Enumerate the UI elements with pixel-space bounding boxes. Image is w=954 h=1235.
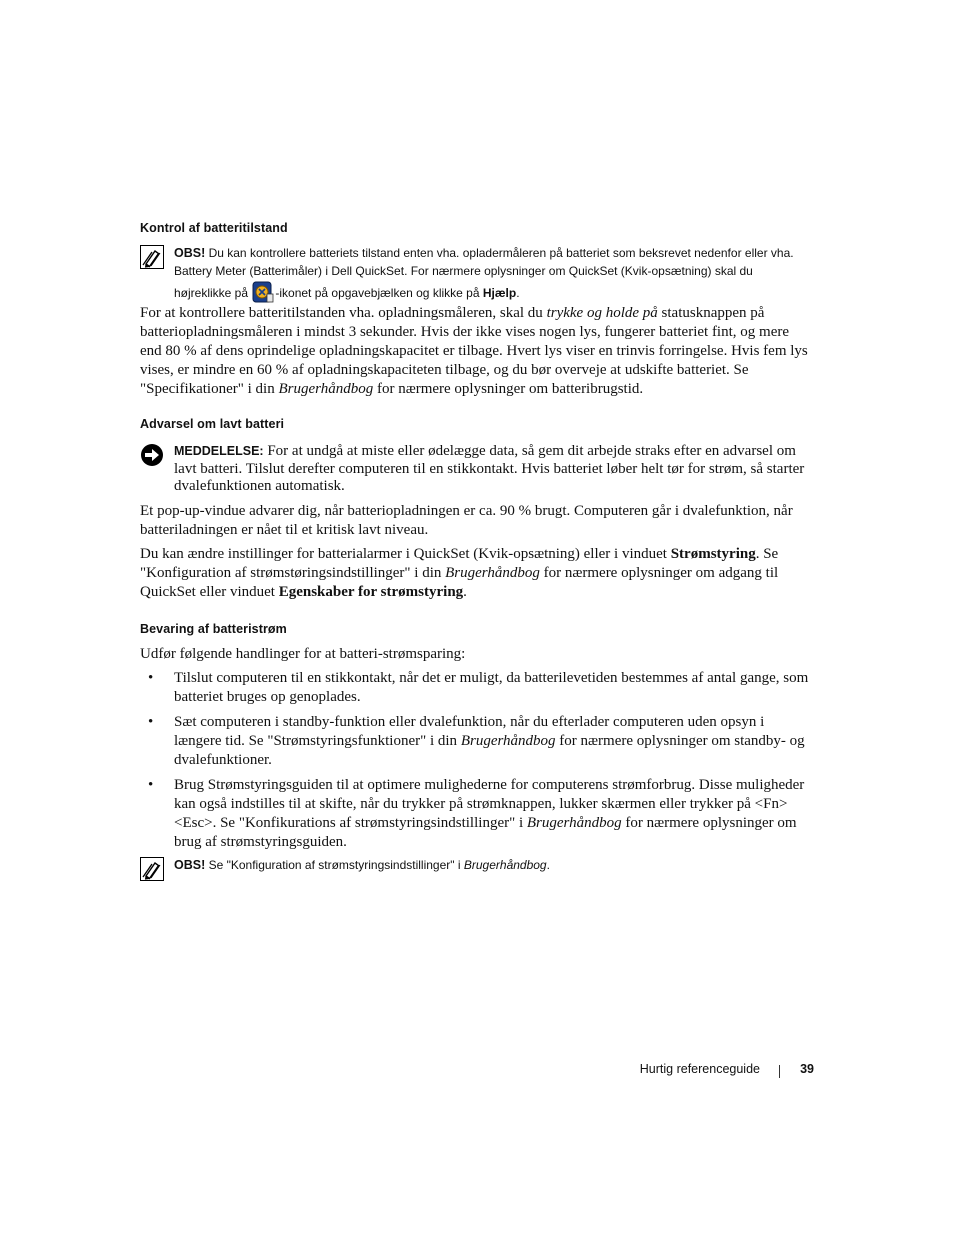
note-text-part-3: .	[516, 286, 520, 300]
list-item-text: for nærmere oplysninger om standby- og dvalefunktioner.	[174, 733, 805, 768]
heading-low-battery: Advarsel om lavt batteri	[140, 417, 285, 431]
paragraph-part: .	[463, 584, 467, 600]
bullet-mark: •	[148, 777, 154, 793]
notice-text	[174, 443, 812, 496]
conserve-bullet-list	[140, 669, 812, 858]
heading-battery-check: Kontrol af batteritilstand	[140, 221, 288, 235]
battery-check-paragraph	[140, 304, 812, 399]
conserve-intro: Udfør følgende handlinger for at batteri-strømsparing:	[140, 646, 466, 662]
quickset-icon	[252, 280, 274, 304]
note-text-part-2: -ikonet på opgavebjælken og klikke på	[275, 286, 483, 300]
pencil-note-icon	[140, 245, 164, 269]
notice-label: MEDDELELSE:	[174, 444, 264, 458]
list-item	[140, 669, 812, 707]
heading-conserve: Bevaring af batteristrøm	[140, 622, 287, 636]
notice-body: For at undgå at miste eller ødelægge data, så gem dit arbejde straks efter en advarsel om lavt batteri. Tilslut derefter computeren til en stikkontakt. Hvis batteriet løber helt tør for strøm, så starter dvalefunktionen automatisk.	[174, 443, 805, 494]
low-battery-paragraph-2	[140, 545, 812, 602]
paragraph-part: for nærmere oplysninger om adgang til QuickSet eller vinduet	[140, 565, 779, 600]
note-text	[174, 245, 812, 304]
note-italic: Brugerhåndbog	[463, 858, 547, 872]
footer-divider	[779, 1065, 780, 1078]
note-text-part-1: Se "Konfiguration af strømstyringsindstillinger" i	[205, 858, 464, 872]
notice-low-battery	[140, 443, 812, 496]
bullet-mark: •	[148, 714, 154, 730]
low-battery-paragraph-1: Et pop-up-vindue advarer dig, når batteriopladningen er ca. 90 % brugt. Computeren går i dvalefunktion, når batteriladningen er nået til et kritisk lavt niveau.	[140, 503, 793, 538]
list-item-text: Sæt computeren i standby-funktion eller dvalefunktion, når du efterlader computeren uden opsyn i længere tid. Se "Strømstyringsfunktioner" i din	[174, 714, 765, 749]
note-help-bold: Hjælp	[482, 286, 517, 300]
footer-title: Hurtig referenceguide	[639, 1062, 760, 1076]
list-item	[140, 776, 812, 852]
paragraph-part: statusknappen på batteriopladningsmåleren i mindst 3 sekunder. Hvis der ikke vises nogen lys, fungerer batteriet fint, og mere end 80 % af dens oprindelige opladningskapacitet er tilbage. Hvert lys viser en trinvis forringelse. Hvis fem lys vises, er mindre en 60 % af opladningskapaciteten tilbage, og du bør overveje at udskifte batteriet. Se "Specifikationer" i din	[140, 305, 808, 397]
note-text-part-2: .	[546, 858, 550, 872]
power-properties-window-name: Egenskaber for strømstyring	[278, 584, 464, 600]
note-conserve	[140, 857, 812, 875]
list-item-text: for nærmere oplysninger om brug af strømstyringsguiden.	[174, 815, 797, 850]
paragraph-part: for nærmere oplysninger om batteribrugstid.	[373, 381, 644, 397]
paragraph-italic: Brugerhåndbog	[278, 381, 374, 397]
page-number: 39	[800, 1062, 814, 1076]
paragraph-part: For at kontrollere batteritilstanden vha. opladningsmåleren, skal du	[140, 305, 547, 321]
note-text-part-1: Du kan kontrollere batteriets tilstand enten vha. opladermåleren på batteriet som beksrevet nedenfor eller vha. Battery Meter (Batterimåler) i Dell QuickSet. For nærmere oplysninger om QuickSet (Kvik-opsætning) skal du højreklikke på	[174, 246, 794, 300]
note-label: OBS!	[174, 246, 206, 260]
paragraph-part: . Se "Konfiguration af strømstøringsindstillinger" i din	[140, 546, 779, 581]
paragraph-italic: trykke og holde på	[546, 305, 658, 321]
list-item-text: Tilslut computeren til en stikkontakt, når det er muligt, da batterilevetiden bestemmes af antal gange, som batteriet bruges op genoplades.	[174, 670, 809, 705]
list-item-text: Brug Strømstyringsguiden til at optimere mulighederne for computerens strømforbrug. Disse muligheder kan også indstilles til at skifte, når du trykker på strømknappen, lukker skærmen eller trykker på <Fn><Esc>. Se "Konfikurations af strømstyringsindstillinger" i	[174, 777, 805, 831]
note-label: OBS!	[174, 858, 206, 872]
pencil-note-icon	[140, 857, 164, 881]
note-text	[174, 857, 812, 875]
page-footer	[600, 1062, 814, 1082]
arrow-notice-icon	[140, 443, 164, 467]
list-item-italic: Brugerhåndbog	[460, 733, 556, 749]
bullet-mark: •	[148, 670, 154, 686]
paragraph-italic: Brugerhåndbog	[445, 565, 540, 581]
note-battery-check	[140, 245, 812, 304]
list-item	[140, 713, 812, 770]
power-management-window-name: Strømstyring	[670, 546, 756, 562]
paragraph-part: Du kan ændre instillinger for batterialarmer i QuickSet (Kvik-opsætning) eller i vinduet	[140, 546, 671, 562]
list-item-italic: Brugerhåndbog	[526, 815, 622, 831]
